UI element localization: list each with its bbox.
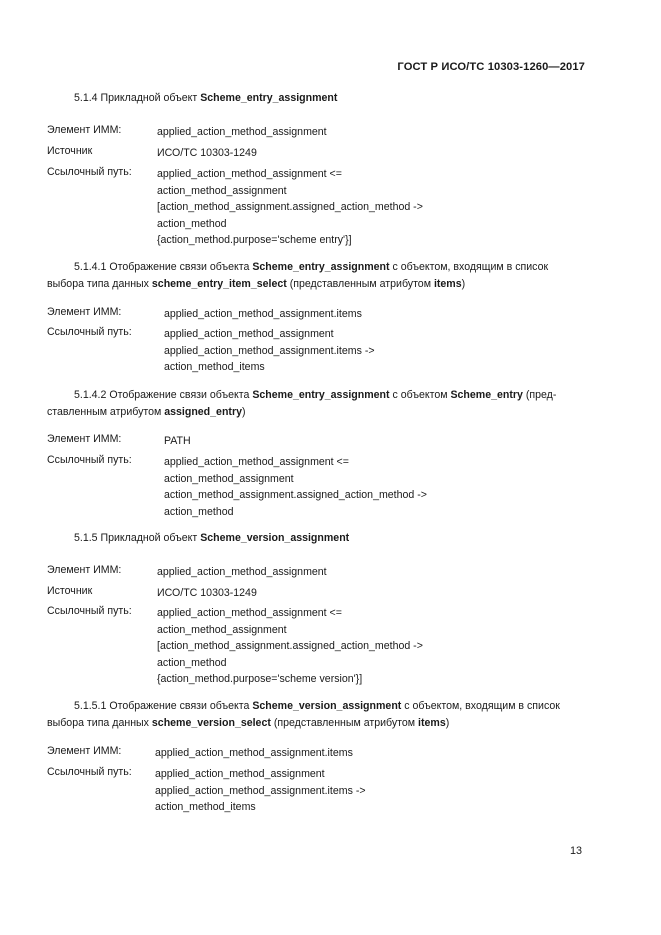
reference-path (164, 326, 375, 376)
path-line: applied_action_method_assignment <= (157, 607, 342, 619)
text: ) (445, 716, 450, 729)
reference-path (157, 605, 423, 688)
section-heading-5-1-5 (74, 532, 349, 544)
row-value (157, 124, 327, 141)
path-line: action_method_items (155, 801, 256, 814)
row-value (155, 745, 353, 762)
path-line: applied_action_method_assignment.items -> (164, 344, 375, 357)
path-line: action_method (164, 505, 234, 518)
row-label: Источник (47, 585, 93, 597)
attribute-name: items (418, 716, 446, 729)
text: 5.1.4.2 Отображение связи объекта (74, 389, 253, 401)
mapping-paragraph-5-1-4-1 (47, 259, 581, 292)
path-line: [action_method_assignment.assigned_action_method -> (157, 201, 423, 214)
select-type-name: scheme_entry_item_select (151, 277, 287, 290)
select-type-name: scheme_version_select (151, 716, 271, 729)
path-line: applied_action_method_assignment (164, 328, 334, 340)
mapping-paragraph-5-1-5-1 (47, 698, 581, 731)
heading-entity: Scheme_version_assignment (200, 532, 350, 544)
row-value-line: applied_action_method_assignment (157, 126, 327, 138)
text: с объектом (389, 389, 451, 401)
row-label: Ссылочный путь: (47, 326, 132, 338)
row-label: Ссылочный путь: (47, 766, 132, 778)
text: (представленным атрибутом (286, 277, 434, 290)
text: ) (241, 405, 246, 418)
reference-path (155, 766, 366, 816)
text: с объектом, входящим в список выбора типа данных (47, 261, 549, 290)
row-value-line: ИСО/ТС 10303-1249 (157, 587, 257, 599)
heading-text: 5.1.4 Прикладной объект (74, 92, 201, 104)
path-line: action_method_assignment (164, 472, 294, 485)
row-value (157, 585, 257, 602)
row-value (157, 564, 327, 581)
heading-text: 5.1.5 Прикладной объект (74, 532, 201, 544)
path-line: action_method_items (164, 361, 265, 374)
section-heading-5-1-4 (74, 92, 337, 104)
path-line: applied_action_method_assignment (155, 768, 325, 780)
row-value (164, 306, 362, 323)
text: ) (461, 277, 466, 290)
row-label: Элемент ИММ: (47, 433, 122, 445)
path-line: {action_method.purpose='scheme entry'}] (157, 234, 352, 247)
path-line: action_method (157, 217, 227, 230)
path-line: applied_action_method_assignment <= (157, 168, 342, 180)
row-label: Ссылочный путь: (47, 605, 132, 617)
heading-entity: Scheme_entry_assignment (200, 92, 338, 104)
text: 5.1.5.1 Отображение связи объекта (74, 700, 253, 712)
row-label: Элемент ИММ: (47, 564, 122, 576)
attribute-name: items (433, 277, 462, 290)
row-value-line: applied_action_method_assignment (157, 566, 327, 578)
row-label: Ссылочный путь: (47, 166, 132, 178)
path-line: action_method_assignment.assigned_action_method -> (164, 489, 427, 502)
path-line: [action_method_assignment.assigned_action_method -> (157, 640, 423, 653)
row-label: Ссылочный путь: (47, 454, 132, 466)
path-line: applied_action_method_assignment.items -> (155, 784, 366, 797)
row-label: Элемент ИММ: (47, 124, 122, 136)
reference-path (164, 454, 427, 520)
page-number: 13 (569, 845, 582, 857)
row-value (157, 145, 257, 162)
text: (пред-ставленным атрибутом (47, 389, 557, 418)
row-label: Элемент ИММ: (47, 306, 122, 318)
path-line: action_method_assignment (157, 623, 287, 636)
path-line: {action_method.purpose='scheme version'}] (157, 673, 363, 686)
reference-path (157, 166, 423, 249)
row-label: Элемент ИММ: (47, 745, 122, 757)
text: 5.1.4.1 Отображение связи объекта (74, 261, 253, 273)
row-value (164, 433, 191, 450)
entity-name: Scheme_version_assignment (252, 700, 402, 712)
row-label: Источник (47, 145, 93, 157)
entity-name: Scheme_entry_assignment (252, 389, 390, 401)
row-value-line: ИСО/ТС 10303-1249 (157, 147, 257, 159)
path-line: applied_action_method_assignment <= (164, 456, 349, 468)
row-value-line: applied_action_method_assignment.items (155, 747, 353, 759)
document-header: ГОСТ Р ИСО/ТС 10303-1260—2017 (397, 61, 585, 73)
path-line: action_method_assignment (157, 184, 287, 197)
mapping-paragraph-5-1-4-2 (47, 387, 581, 420)
row-value-line: PATH (164, 435, 191, 447)
text: с объектом, входящим в список выбора типа данных (47, 700, 560, 729)
row-value-line: applied_action_method_assignment.items (164, 308, 362, 320)
path-line: action_method (157, 656, 227, 669)
entity-name: Scheme_entry_assignment (252, 261, 390, 273)
target-entity-name: Scheme_entry (450, 389, 523, 401)
text: (представленным атрибутом (270, 716, 419, 729)
attribute-name: assigned_entry (164, 405, 242, 418)
